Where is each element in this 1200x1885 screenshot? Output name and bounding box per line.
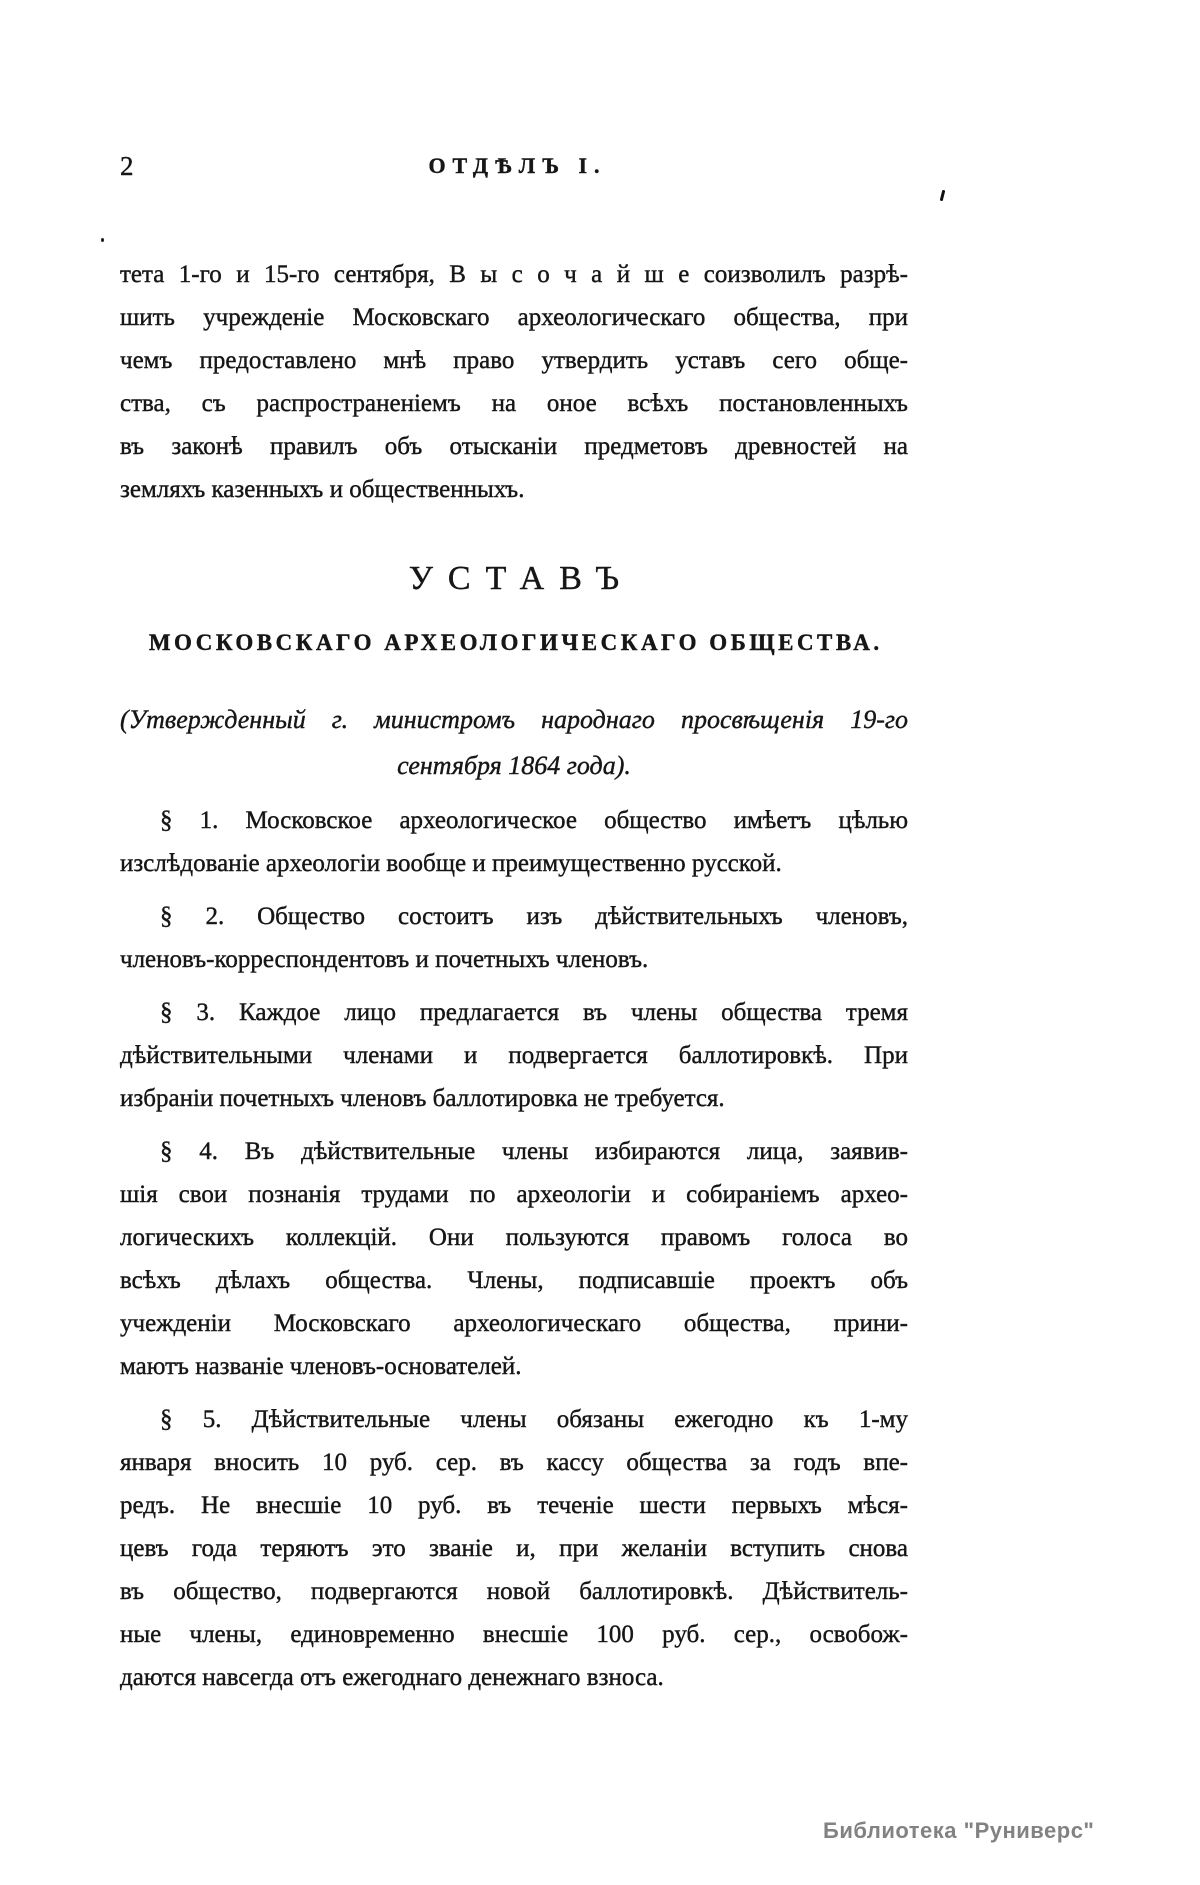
text-line: въ законѣ правилъ объ отысканіи предметовъ древностей на (120, 433, 908, 460)
text-line: января вносить 10 руб. сер. въ кассу общества за годъ впе- (120, 1449, 908, 1476)
text-line: § 4. Въ дѣйствительные члены избираются лица, заявив- (160, 1138, 908, 1165)
page-number: 2 (120, 151, 134, 181)
text-line: § 5. Дѣйствительные члены обязаны ежегодно къ 1-му (160, 1406, 908, 1433)
text-line: учежденіи Московскаго археологическаго общества, прини- (120, 1310, 908, 1337)
text-line: даются навсегда отъ ежегоднаго денежнаго взноса. (120, 1664, 664, 1691)
text-line: шія свои познанія трудами по археологіи и собираніемъ архео- (120, 1181, 908, 1208)
charter-section-2 (120, 895, 908, 981)
charter-section-4 (120, 1130, 908, 1388)
text-line: маютъ названіе членовъ-основателей. (120, 1353, 522, 1380)
text-line: цевъ года теряютъ это званіе и, при желаніи вступить снова (120, 1535, 908, 1562)
text-line: дѣйствительными членами и подвергается баллотировкѣ. При (120, 1042, 908, 1069)
text-line: шить учрежденіе Московскаго археологическаго общества, при (120, 304, 908, 331)
text-line: сентября 1864 года). (397, 751, 631, 780)
text-line: тета 1-го и 15-го сентября, В ы с о ч а й ш е соизволилъ разрѣ- (120, 261, 908, 288)
text-line: всѣхъ дѣлахъ общества. Члены, подписавшіе проектъ объ (120, 1267, 908, 1294)
text-line: чемъ предоставлено мнѣ право утвердить уставъ сего обще- (120, 347, 908, 374)
scan-artifact (940, 190, 946, 201)
text-line: (Утвержденный г. министромъ народнаго просвѣщенія 19-го (120, 705, 908, 734)
charter-subtitle: МОСКОВСКАГО АРХЕОЛОГИЧЕСКАГО ОБЩЕСТВА. (148, 630, 883, 655)
text-column (120, 0, 908, 1709)
running-header: ОТДѢЛЪ I. (428, 153, 607, 178)
scan-artifact (101, 238, 104, 242)
text-line: земляхъ казенныхъ и общественныхъ. (120, 476, 525, 503)
library-watermark: Библиотека "Руниверс" (823, 1818, 1095, 1843)
text-line: § 3. Каждое лицо предлагается въ члены общества тремя (160, 999, 908, 1026)
text-line: § 1. Московское археологическое общество имѣетъ цѣлью (160, 807, 908, 834)
text-line: въ общество, подвергаются новой баллотировкѣ. Дѣйствитель- (120, 1578, 908, 1605)
charter-section-5 (120, 1398, 908, 1699)
approval-note (120, 697, 908, 789)
charter-section-3 (120, 991, 908, 1120)
charter-title: УСТАВЪ (408, 560, 635, 597)
page-header (120, 148, 908, 184)
text-line: избраніи почетныхъ членовъ баллотировка не требуется. (120, 1085, 725, 1112)
text-line: ства, съ распространеніемъ на оное всѣхъ постановленныхъ (120, 390, 908, 417)
text-line: логическихъ коллекцій. Они пользуются правомъ голоса во (120, 1224, 908, 1251)
text-line: редъ. Не внесшіе 10 руб. въ теченіе шести первыхъ мѣся- (120, 1492, 908, 1519)
text-line: членовъ-корреспондентовъ и почетныхъ членовъ. (120, 946, 649, 973)
text-line: изслѣдованіе археологіи вообще и преимущественно русской. (120, 850, 782, 877)
intro-paragraph (120, 253, 908, 511)
text-line: ные члены, единовременно внесшіе 100 руб. сер., освобож- (120, 1621, 908, 1648)
text-line: § 2. Общество состоитъ изъ дѣйствительныхъ членовъ, (160, 903, 908, 930)
charter-section-1 (120, 799, 908, 885)
charter-sections (120, 799, 908, 1699)
